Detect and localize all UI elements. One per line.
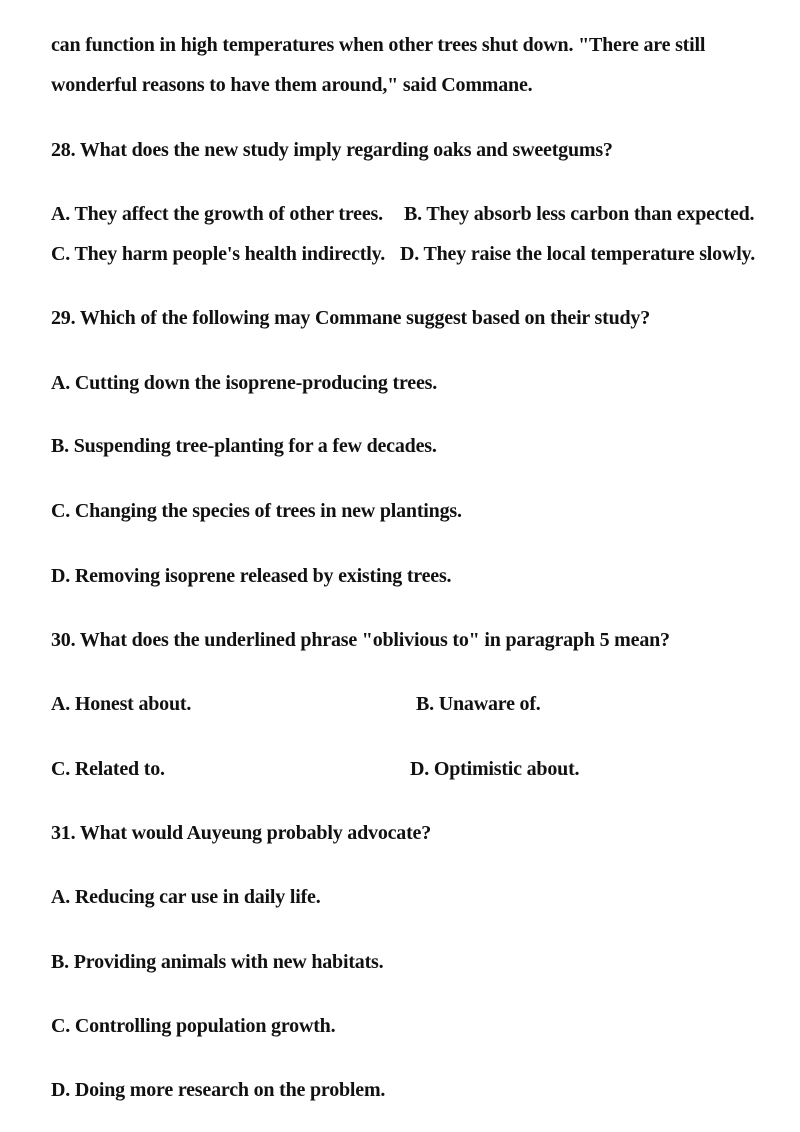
option-c: C. Related to.: [51, 758, 165, 780]
passage-line-1: can function in high temperatures when other trees shut down. "There are still: [51, 34, 706, 56]
option-c: C. They harm people's health indirectly.: [51, 243, 386, 265]
option-d: D. They raise the local temperature slowly.: [400, 243, 756, 265]
option-d: D. Optimistic about.: [410, 758, 580, 780]
option-b: B. Unaware of.: [416, 693, 541, 715]
option-b: B. They absorb less carbon than expected.: [404, 203, 755, 225]
option-d: D. Removing isoprene released by existing trees.: [51, 565, 452, 587]
option-b: B. Providing animals with new habitats.: [51, 951, 384, 973]
option-d: D. Doing more research on the problem.: [51, 1079, 386, 1101]
option-c: C. Changing the species of trees in new plantings.: [51, 500, 462, 522]
option-a: A. Cutting down the isoprene-producing trees.: [51, 372, 438, 394]
option-a: A. Honest about.: [51, 693, 192, 715]
option-c: C. Controlling population growth.: [51, 1015, 336, 1037]
option-a: A. Reducing car use in daily life.: [51, 886, 321, 908]
question-stem: 31. What would Auyeung probably advocate?: [51, 822, 432, 844]
question-stem: 28. What does the new study imply regarding oaks and sweetgums?: [51, 139, 613, 161]
option-a: A. They affect the growth of other trees.: [51, 203, 383, 225]
question-stem: 29. Which of the following may Commane suggest based on their study?: [51, 307, 651, 329]
question-stem: 30. What does the underlined phrase "oblivious to" in paragraph 5 mean?: [51, 629, 670, 651]
option-b: B. Suspending tree-planting for a few decades.: [51, 435, 437, 457]
passage-line-2: wonderful reasons to have them around," said Commane.: [51, 74, 533, 96]
